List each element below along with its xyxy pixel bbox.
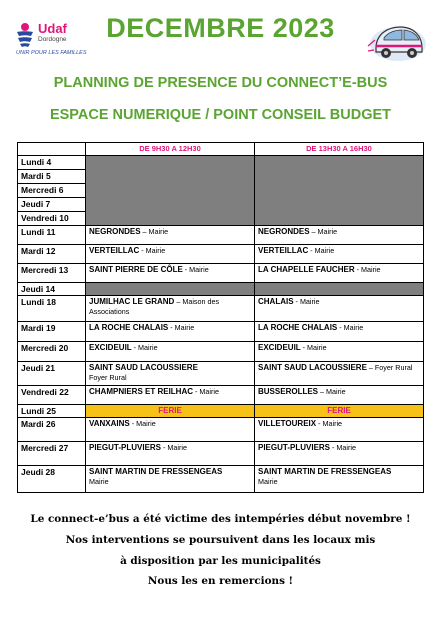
subtitle-planning: PLANNING DE PRESENCE DU CONNECT’E-BUS [53, 75, 388, 91]
place-suffix: - Mairie [354, 265, 381, 274]
day-label: Jeudi 7 [18, 198, 85, 212]
place-name: EXCIDEUIL [258, 343, 301, 352]
header-morning: DE 9H30 A 12H30 [86, 143, 255, 156]
place-suffix: - Mairie [330, 443, 356, 452]
day-label: Jeudi 21 [18, 362, 86, 386]
place-suffix: - Mairie [316, 419, 343, 428]
closed-cell [255, 156, 424, 226]
morning-cell [86, 322, 255, 342]
place-suffix: – Mairie [318, 387, 346, 396]
table-row [18, 226, 424, 245]
table-row [18, 405, 424, 418]
udaf-dept: Dordogne [38, 36, 67, 43]
afternoon-cell [255, 362, 424, 386]
place-name: CHAMPNIERS ET REILHAC [89, 387, 194, 396]
table-row [18, 322, 424, 342]
afternoon-cell [255, 442, 424, 466]
table-row [18, 264, 424, 283]
place-name: SAINT MARTIN DE FRESSENGEAS [258, 467, 392, 476]
day-label: Mercredi 27 [18, 442, 86, 466]
day-label: Mercredi 6 [18, 184, 85, 198]
place-name: EXCIDEUIL [89, 343, 132, 352]
place-name: SAINT PIERRE DE CÔLE [89, 265, 183, 274]
footer-line: Le connect-e’bus a été victime des intempéries début novembre ! [30, 513, 411, 525]
table-row [18, 466, 424, 493]
day-group-cell [18, 156, 86, 226]
afternoon-cell [255, 418, 424, 442]
place-name: SAINT SAUD LACOUSSIERE [89, 363, 198, 372]
footer-line: Nous les en remercions ! [147, 575, 294, 587]
place-name: VILLETOUREIX [258, 419, 317, 428]
day-label: Vendredi 10 [21, 213, 69, 223]
place-suffix: – Foyer Rural [366, 363, 413, 372]
day-label: Mardi 12 [18, 245, 86, 264]
afternoon-cell [255, 245, 424, 264]
place-name: LA CHAPELLE FAUCHER [258, 265, 355, 274]
day-label: Lundi 25 [18, 405, 86, 418]
footer-line: à disposition par les municipalités [120, 555, 321, 567]
place-name: NEGRONDES [89, 227, 141, 236]
morning-cell [86, 466, 255, 493]
afternoon-cell [255, 226, 424, 245]
table-row [18, 342, 424, 362]
place-name: BUSSEROLLES [258, 387, 319, 396]
place-name: VANXAINS [89, 419, 130, 428]
schedule-table [17, 142, 424, 493]
morning-cell [86, 264, 255, 283]
day-label: Lundi 11 [18, 226, 86, 245]
place-name: PIEGUT-PLUVIERS [258, 443, 331, 452]
header-empty-cell [18, 143, 86, 156]
closed-cell [255, 283, 424, 296]
afternoon-cell [255, 386, 424, 405]
afternoon-cell [255, 264, 424, 283]
table-row [18, 283, 424, 296]
morning-cell [86, 418, 255, 442]
holiday-cell: FERIE [86, 405, 255, 418]
day-label: Mercredi 13 [18, 264, 86, 283]
place-suffix: - Mairie [182, 265, 209, 274]
place-suffix: - Mairie [131, 343, 158, 352]
day-label: Vendredi 22 [18, 386, 86, 405]
day-label: Mercredi 20 [18, 342, 86, 362]
place-name: VERTEILLAC [258, 246, 309, 255]
table-row [18, 386, 424, 405]
morning-cell [86, 296, 255, 322]
day-label: Mardi 5 [18, 170, 85, 184]
header-afternoon: DE 13H30 A 16H30 [255, 143, 424, 156]
place-suffix: - Mairie [308, 246, 335, 255]
place-suffix: - Mairie [193, 387, 219, 396]
table-row [18, 156, 424, 226]
table-row [18, 442, 424, 466]
afternoon-cell [255, 322, 424, 342]
place-suffix: - Mairie [129, 419, 156, 428]
day-label: Jeudi 14 [18, 283, 86, 296]
day-label: Lundi 18 [18, 296, 86, 322]
footer-line: Nos interventions se poursuivent dans les locaux mis [65, 534, 376, 546]
place-suffix: – Maison des Associations [89, 297, 220, 316]
morning-cell [86, 442, 255, 466]
day-label: Mardi 19 [18, 322, 86, 342]
table-row [18, 362, 424, 386]
udaf-tagline: UNIR POUR LES FAMILLES [16, 50, 87, 56]
holiday-cell: FERIE [255, 405, 424, 418]
closed-cell [86, 283, 255, 296]
place-suffix: - Mairie [161, 443, 187, 452]
place-name: SAINT SAUD LACOUSSIERE [258, 363, 367, 372]
place-name: CHALAIS [258, 297, 294, 306]
afternoon-cell [255, 466, 424, 493]
page-title: DECEMBRE 2023 [106, 13, 335, 43]
day-label: Jeudi 28 [18, 466, 86, 493]
place-suffix: - Mairie [337, 323, 364, 332]
place-name: VERTEILLAC [89, 246, 140, 255]
day-label: Mardi 26 [18, 418, 86, 442]
place-name: LA ROCHE CHALAIS [89, 323, 169, 332]
closed-cell [86, 156, 255, 226]
subtitle-service: ESPACE NUMERIQUE / POINT CONSEIL BUDGET [49, 107, 392, 123]
place-name: NEGRONDES [258, 227, 310, 236]
place-suffix: - Mairie [300, 343, 327, 352]
afternoon-cell [255, 342, 424, 362]
table-header-row [18, 143, 424, 156]
table-row [18, 245, 424, 264]
afternoon-cell [255, 296, 424, 322]
place-name: LA ROCHE CHALAIS [258, 323, 338, 332]
place-note: Mairie [258, 477, 278, 486]
place-note: Foyer Rural [89, 373, 127, 382]
place-name: JUMILHAC LE GRAND [89, 297, 175, 306]
morning-cell [86, 386, 255, 405]
morning-cell [86, 226, 255, 245]
place-suffix: – Mairie [140, 227, 169, 236]
place-name: PIEGUT-PLUVIERS [89, 443, 162, 452]
place-suffix: - Mairie [139, 246, 166, 255]
table-row [18, 296, 424, 322]
place-note: Mairie [89, 477, 109, 486]
morning-cell [86, 362, 255, 386]
table-row [18, 418, 424, 442]
udaf-brand: Udaf [38, 21, 67, 36]
place-suffix: – Mairie [309, 227, 338, 236]
place-suffix: - Mairie [168, 323, 195, 332]
morning-cell [86, 245, 255, 264]
place-name: SAINT MARTIN DE FRESSENGEAS [89, 467, 223, 476]
day-label: Lundi 4 [18, 156, 85, 170]
morning-cell [86, 342, 255, 362]
place-suffix: - Mairie [293, 297, 320, 306]
